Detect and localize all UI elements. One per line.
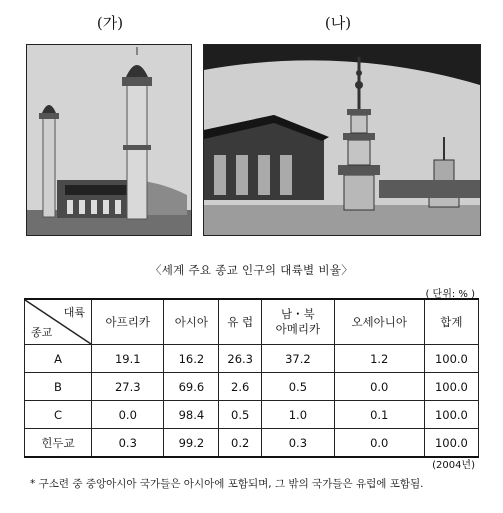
table-cell: 0.5 xyxy=(219,401,262,429)
table-cell: 100.0 xyxy=(424,401,478,429)
table-cell: 0.0 xyxy=(92,401,164,429)
col-header-europe: 유 럽 xyxy=(219,299,262,345)
col-header-asia: 아시아 xyxy=(164,299,219,345)
table-cell: 0.5 xyxy=(262,373,334,401)
row-label: 힌두교 xyxy=(25,429,92,458)
table-cell: 69.6 xyxy=(164,373,219,401)
col-header-africa: 아프리카 xyxy=(92,299,164,345)
table-cell: 99.2 xyxy=(164,429,219,458)
table-row xyxy=(25,345,479,373)
table-cell: 0.3 xyxy=(262,429,334,458)
table-cell: 1.2 xyxy=(334,345,424,373)
table-cell: 19.1 xyxy=(92,345,164,373)
corner-religion-label: 종교 xyxy=(31,326,53,339)
table-cell: 0.0 xyxy=(334,373,424,401)
table-cell: 100.0 xyxy=(424,429,478,458)
table-cell: 0.3 xyxy=(92,429,164,458)
corner-continent-label: 대륙 xyxy=(63,306,85,319)
table-cell: 98.4 xyxy=(164,401,219,429)
temple-photo xyxy=(203,44,481,236)
col-header-americas-text: 남・북 아메리카 xyxy=(275,307,321,336)
table-row xyxy=(25,373,479,401)
table-cell: 27.3 xyxy=(92,373,164,401)
unit-note: ( 단위: % ) xyxy=(425,289,475,300)
table-cell: 100.0 xyxy=(424,373,478,401)
header-row xyxy=(25,299,479,345)
table-caption: 〈세계 주요 종교 인구의 대륙별 비율〉 xyxy=(149,263,354,277)
photo-label-a: (가) xyxy=(96,14,124,32)
table-cell: 0.0 xyxy=(334,429,424,458)
table-cell: 26.3 xyxy=(219,345,262,373)
col-header-oceania: 오세아니아 xyxy=(334,299,424,345)
col-header-americas xyxy=(262,299,334,345)
row-label: B xyxy=(25,373,92,401)
table-cell: 100.0 xyxy=(424,345,478,373)
photo-label-b: (나) xyxy=(324,14,352,32)
row-label: A xyxy=(25,345,92,373)
table-cell: 0.1 xyxy=(334,401,424,429)
col-header-total: 합계 xyxy=(424,299,478,345)
corner-header xyxy=(25,299,92,345)
table-cell: 37.2 xyxy=(262,345,334,373)
year-note: (2004년) xyxy=(432,460,475,471)
mosque-photo xyxy=(26,44,192,236)
row-label: C xyxy=(25,401,92,429)
religion-stats-table xyxy=(24,298,479,458)
table-row xyxy=(25,429,479,458)
table-cell: 0.2 xyxy=(219,429,262,458)
table-row xyxy=(25,401,479,429)
table-cell: 16.2 xyxy=(164,345,219,373)
table-cell: 1.0 xyxy=(262,401,334,429)
table-cell: 2.6 xyxy=(219,373,262,401)
footnote: * 구소련 중 중앙아시아 국가들은 아시아에 포함되며, 그 밖의 국가들은 유럽에 포함됨. xyxy=(30,478,424,490)
